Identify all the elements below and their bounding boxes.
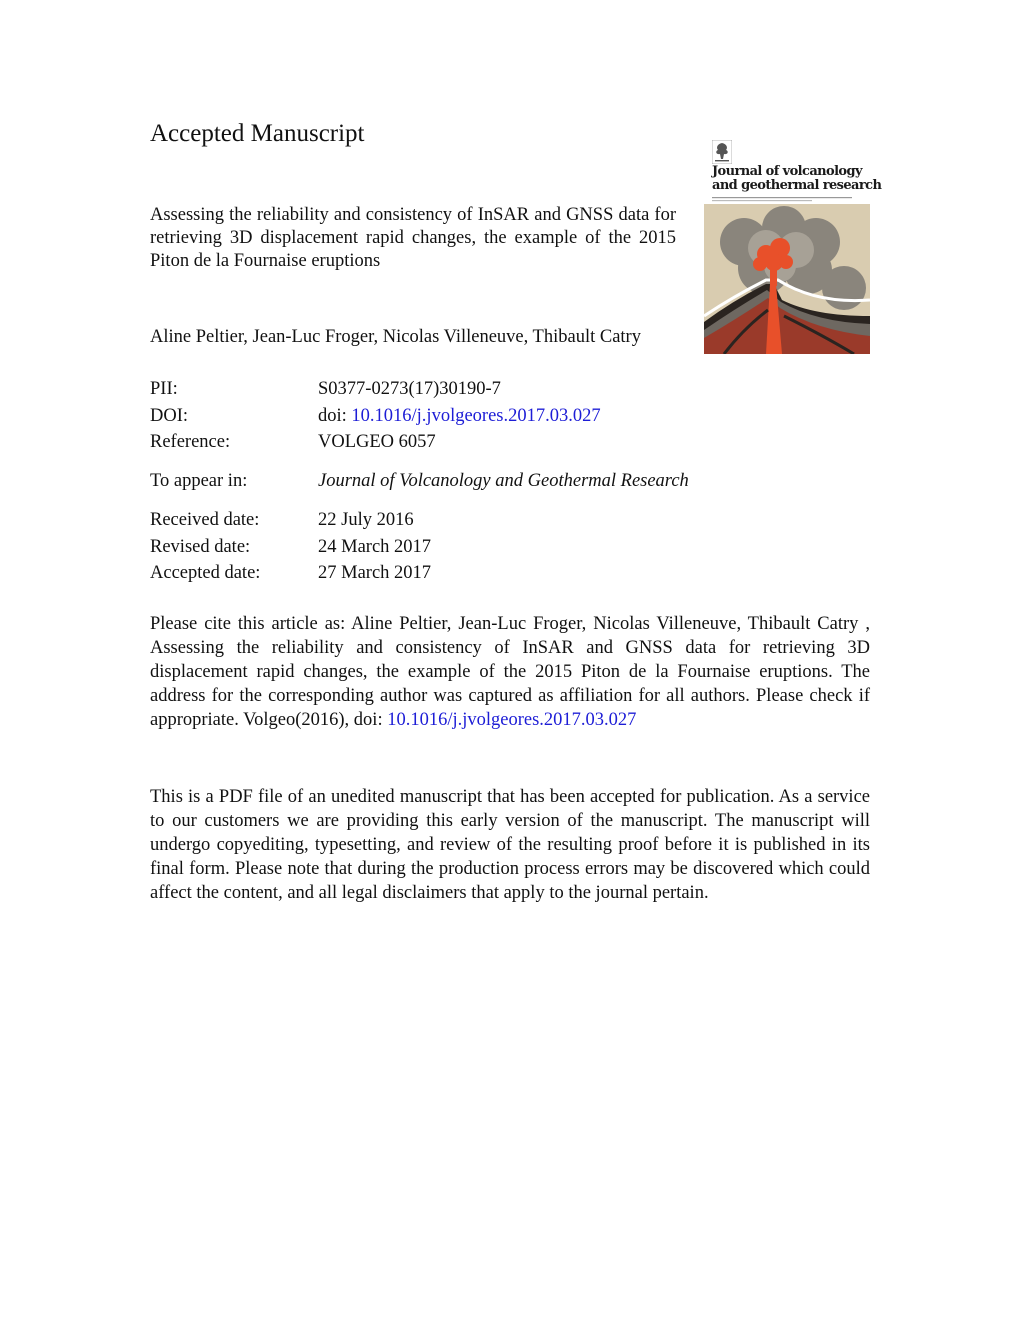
citation-doi-link[interactable]: 10.1016/j.jvolgeores.2017.03.027 <box>387 710 637 730</box>
cover-title-line2: and geothermal research <box>712 178 882 193</box>
journal-cover <box>704 140 882 354</box>
received-label: Received date: <box>150 510 260 530</box>
revised-value: 24 March 2017 <box>318 536 432 557</box>
doi-link[interactable]: 10.1016/j.jvolgeores.2017.03.027 <box>351 405 601 426</box>
page-heading: Accepted Manuscript <box>150 120 365 147</box>
reference-value: VOLGEO 6057 <box>318 432 436 452</box>
elsevier-tree-icon <box>712 140 732 164</box>
journal-block <box>150 468 689 495</box>
pii-row <box>150 376 601 403</box>
reference-row <box>150 429 601 456</box>
appear-label: To appear in: <box>150 471 248 491</box>
reference-label: Reference: <box>150 432 231 452</box>
accepted-label: Accepted date: <box>150 563 261 583</box>
revised-label: Revised date: <box>150 536 251 557</box>
accepted-row <box>150 560 431 587</box>
identifiers-block <box>150 376 601 456</box>
received-row <box>150 507 431 534</box>
received-value: 22 July 2016 <box>318 510 414 530</box>
cover-title-line1: Journal of volcanology <box>712 164 862 179</box>
doi-row <box>150 403 601 430</box>
article-title: Assessing the reliability and consistency of InSAR and GNSS data for retrieving 3D displacement rapid changes, the example of the 2015 Piton de la Fournaise eruptions <box>150 205 676 271</box>
revised-row <box>150 534 431 561</box>
article-authors: Aline Peltier, Jean-Luc Froger, Nicolas Villeneuve, Thibault Catry <box>150 327 641 347</box>
doi-label: DOI: <box>150 405 189 426</box>
cover-journal-title <box>712 164 882 193</box>
dates-block <box>150 507 431 587</box>
citation-paragraph <box>150 612 870 732</box>
journal-name: Journal of Volcanology and Geothermal Research <box>318 471 689 491</box>
appear-row <box>150 468 689 495</box>
citation-text: Please cite this article as: Aline Peltier, Jean-Luc Froger, Nicolas Villeneuve, Thibault Catry , Assessing the reliability and consistency of InSAR and GNSS data for retrieving 3D displacement rapid changes, the example of the 2015 Piton de la Fournaise eruptions. The address for the corresponding author was captured as affiliation for all authors. Please check if appropriate. Volgeo(2016), doi: <box>150 614 870 730</box>
volcano-eruption-icon <box>704 204 870 354</box>
pii-label: PII: <box>150 379 178 399</box>
doi-prefix: doi: <box>318 405 347 426</box>
pii-value: S0377-0273(17)30190-7 <box>318 379 501 399</box>
manuscript-notice: This is a PDF file of an unedited manuscript that has been accepted for publication. As a service to our customers we are providing this early version of the manuscript. The manuscript will undergo copyediting, typesetting, and review of the resulting proof before it is published in its final form. Please note that during the production process errors may be discovered which could affect the content, and all legal disclaimers that apply to the journal pertain. <box>150 787 870 903</box>
accepted-value: 27 March 2017 <box>318 563 432 583</box>
cover-fine-print <box>712 196 862 202</box>
